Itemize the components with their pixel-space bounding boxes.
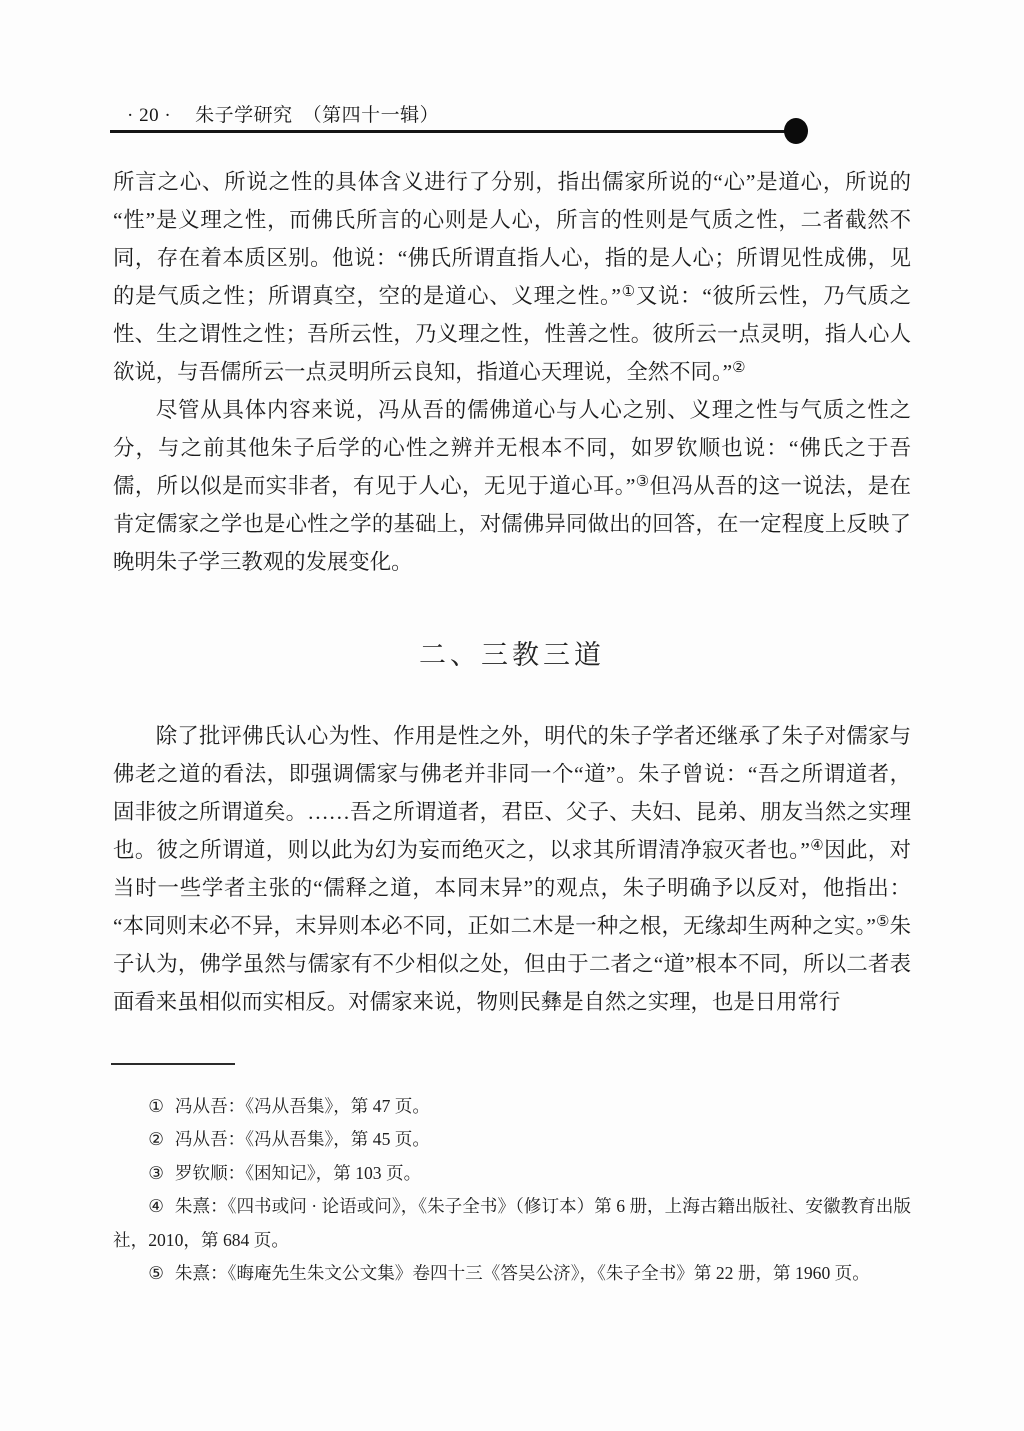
footnote-ref-2: ② xyxy=(732,360,746,376)
footnote-text: 朱熹：《晦庵先生朱文公文集》卷四十三《答吴公济》，《朱子全书》第 22 册，第 1960 页。 xyxy=(174,1263,870,1284)
footnote-ref-5: ⑤ xyxy=(875,914,890,930)
footnote-text: 罗钦顺：《困知记》，第 103 页。 xyxy=(174,1162,422,1183)
footnote-text: 朱熹：《四书或问 · 论语或问》，《朱子全书》（修订本）第 6 册，上海古籍出版社、安徽教育出版社，2010，第 684 页。 xyxy=(113,1196,911,1250)
footnote-marker: ⑤ xyxy=(148,1263,164,1284)
paragraph-1 xyxy=(113,163,911,391)
footnote-text: 冯从吾：《冯从吾集》，第 45 页。 xyxy=(174,1129,430,1150)
footnote-ref-1: ① xyxy=(620,284,636,300)
journal-title: 朱子学研究 xyxy=(195,105,293,126)
header-rule xyxy=(110,130,786,133)
footnote-4 xyxy=(113,1190,911,1257)
footnote-marker: ③ xyxy=(148,1162,164,1183)
paragraph-3 xyxy=(113,717,911,1021)
body-text-run: 又说：“彼所云性，乃气质之性、生之谓性之性；吾所云性，乃义理之性，性善之性。彼所云一点灵明，指人心人欲说，与吾儒所云一点灵明所云良知，指道心天理说，全然不同。” xyxy=(113,284,912,384)
body-text-run: 因此，对当时一些学者主张的“儒释之道，本同末异”的观点，朱子明确予以反对，他指出：“本同则末必不异，末异则本必不同，正如二木是一种之根，无缘却生两种之实。” xyxy=(113,838,911,938)
issue-label: （第四十一辑） xyxy=(302,105,440,126)
running-header xyxy=(127,100,439,127)
section-heading: 二、三教三道 xyxy=(419,640,605,670)
page-number: · 20 · xyxy=(127,105,172,126)
header-dot-ornament xyxy=(784,118,808,144)
footnotes-section xyxy=(113,1090,911,1290)
body-text-run: 所言之心、所说之性的具体含义进行了分别，指出儒家所说的“心”是道心，所说的“性”是义理之性，而佛氏所言的心则是人心，所言的性则是气质之性，二者截然不同，存在着本质区别。他说：“佛氏所谓直指人心，指的是人心；所谓见性成佛，见的是气质之性；所谓真空，空的是道心、义理之性。” xyxy=(113,170,911,308)
body-text-run: 但冯从吾的这一说法，是在肯定儒家之学也是心性之学的基础上，对儒佛异同做出的回答，在一定程度上反映了晚明朱子学三教观的发展变化。 xyxy=(113,474,911,574)
footnote-5 xyxy=(113,1257,911,1290)
footnote-1 xyxy=(113,1090,911,1123)
footnote-marker: ④ xyxy=(148,1196,164,1217)
footnote-2 xyxy=(113,1123,911,1156)
body-text-run: 除了批评佛氏认心为性、作用是性之外，明代的朱子学者还继承了朱子对儒家与佛老之道的看法，即强调儒家与佛老并非同一个“道”。朱子曾说：“吾之所谓道者，固非彼之所谓道矣。……吾之所谓道者，君臣、父子、夫妇、昆弟、朋友当然之实理也。彼之所谓道，则以此为幻为妄而绝灭之，以求其所谓清净寂灭者也。” xyxy=(113,724,911,862)
body-text-run: 朱子认为，佛学虽然与儒家有不少相似之处，但由于二者之“道”根本不同，所以二者表面看来虽相似而实相反。对儒家来说，物则民彝是自然之实理，也是日用常行 xyxy=(113,914,911,1014)
paragraph-2 xyxy=(113,391,911,581)
footnote-3 xyxy=(113,1157,911,1190)
footnote-ref-3: ③ xyxy=(635,474,650,490)
footnote-marker: ① xyxy=(148,1096,164,1116)
footnote-divider xyxy=(111,1063,235,1065)
footnote-text: 冯从吾：《冯从吾集》，第 47 页。 xyxy=(174,1096,430,1116)
footnote-ref-4: ④ xyxy=(809,838,825,854)
footnote-marker: ② xyxy=(148,1129,164,1150)
body-text-run: 尽管从具体内容来说，冯从吾的儒佛道心与人心之别、义理之性与气质之性之分，与之前其他朱子后学的心性之辨并无根本不同，如罗钦顺也说：“佛氏之于吾儒，所以似是而实非者，有见于人心，无见于道心耳。” xyxy=(113,398,911,498)
